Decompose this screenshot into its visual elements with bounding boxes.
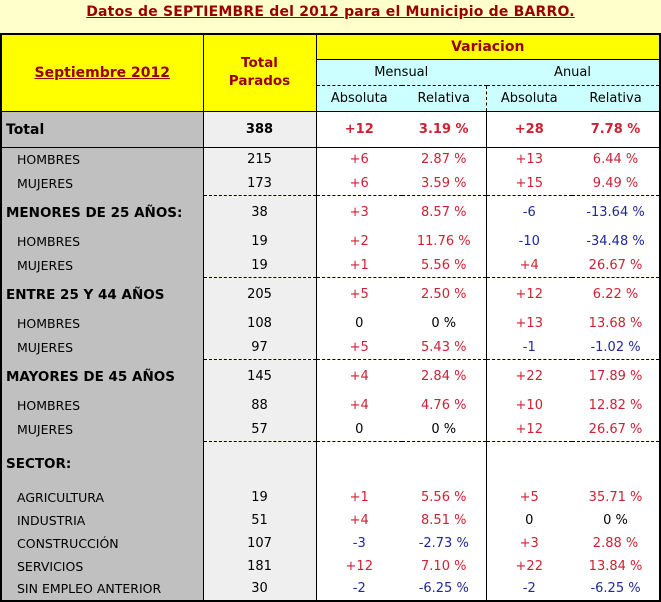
mensual-absoluta-cell: +6 — [316, 148, 402, 172]
anual-absoluta-cell: -1 — [486, 336, 572, 360]
table-row — [1, 509, 660, 532]
period-header[interactable]: Septiembre 2012 — [1, 34, 203, 112]
anual-relativa-cell: 2.88 % — [572, 532, 660, 555]
total-parados-cell: 205 — [203, 278, 316, 312]
total-parados-cell: 388 — [203, 112, 316, 148]
row-label: SECTOR: — [1, 442, 203, 486]
row-label: MUJERES — [1, 172, 203, 196]
anual-absoluta-cell: -6 — [486, 196, 572, 230]
anual-relativa-cell: 17.89 % — [572, 360, 660, 394]
unemployment-report-table — [0, 33, 661, 602]
mensual-relativa-cell: 4.76 % — [402, 394, 486, 418]
mensual-absoluta-cell: -2 — [316, 578, 402, 601]
table-row — [1, 578, 660, 601]
mensual-relativa-cell: 2.87 % — [402, 148, 486, 172]
anual-relativa-cell: 12.82 % — [572, 394, 660, 418]
total-parados-cell — [203, 442, 316, 486]
anual-relativa-cell: 7.78 % — [572, 112, 660, 148]
mensual-absoluta-cell: -3 — [316, 532, 402, 555]
anual-relativa-cell: 13.84 % — [572, 555, 660, 578]
total-parados-cell: 38 — [203, 196, 316, 230]
total-parados-header — [203, 34, 316, 112]
total-parados-cell: 57 — [203, 418, 316, 442]
total-parados-cell: 51 — [203, 509, 316, 532]
anual-absoluta-cell: +10 — [486, 394, 572, 418]
mensual-relativa-cell: 8.51 % — [402, 509, 486, 532]
mensual-relativa-cell: 5.43 % — [402, 336, 486, 360]
table-row — [1, 230, 660, 254]
mensual-absoluta-cell: +1 — [316, 486, 402, 509]
mensual-header: Mensual — [316, 60, 486, 86]
anual-absoluta-header: Absoluta — [486, 86, 572, 112]
row-label: HOMBRES — [1, 312, 203, 336]
anual-relativa-cell — [572, 442, 660, 486]
total-parados-line2: Parados — [228, 73, 291, 89]
total-parados-cell: 181 — [203, 555, 316, 578]
table-row — [1, 486, 660, 509]
row-label: AGRICULTURA — [1, 486, 203, 509]
mensual-relativa-header: Relativa — [402, 86, 486, 112]
table-row — [1, 555, 660, 578]
mensual-absoluta-cell: +5 — [316, 278, 402, 312]
row-label: Total — [1, 112, 203, 148]
anual-relativa-cell: 6.44 % — [572, 148, 660, 172]
anual-relativa-cell: 35.71 % — [572, 486, 660, 509]
anual-absoluta-cell: +22 — [486, 360, 572, 394]
mensual-absoluta-cell: +4 — [316, 360, 402, 394]
mensual-relativa-cell: 8.57 % — [402, 196, 486, 230]
mensual-relativa-cell: -6.25 % — [402, 578, 486, 601]
row-label: MAYORES DE 45 AÑOS — [1, 360, 203, 394]
anual-relativa-cell: 26.67 % — [572, 254, 660, 278]
row-label: HOMBRES — [1, 394, 203, 418]
mensual-relativa-cell: 2.50 % — [402, 278, 486, 312]
row-label: MUJERES — [1, 336, 203, 360]
mensual-absoluta-cell: +12 — [316, 112, 402, 148]
mensual-absoluta-cell: +3 — [316, 196, 402, 230]
mensual-relativa-cell: 7.10 % — [402, 555, 486, 578]
mensual-relativa-cell: 2.84 % — [402, 360, 486, 394]
row-label: ENTRE 25 Y 44 AÑOS — [1, 278, 203, 312]
table-row — [1, 254, 660, 278]
anual-absoluta-cell — [486, 442, 572, 486]
table-row — [1, 418, 660, 442]
mensual-absoluta-cell: +1 — [316, 254, 402, 278]
mensual-absoluta-cell — [316, 442, 402, 486]
total-parados-cell: 108 — [203, 312, 316, 336]
anual-relativa-cell: 9.49 % — [572, 172, 660, 196]
anual-absoluta-cell: +13 — [486, 312, 572, 336]
anual-relativa-cell: 26.67 % — [572, 418, 660, 442]
total-parados-cell: 19 — [203, 254, 316, 278]
mensual-relativa-cell: 5.56 % — [402, 254, 486, 278]
row-label: INDUSTRIA — [1, 509, 203, 532]
anual-absoluta-cell: +12 — [486, 278, 572, 312]
anual-relativa-cell: 0 % — [572, 509, 660, 532]
anual-absoluta-cell: 0 — [486, 509, 572, 532]
page-title[interactable]: Datos de SEPTIEMBRE del 2012 para el Municipio de BARRO. — [86, 4, 575, 20]
anual-absoluta-cell: +3 — [486, 532, 572, 555]
anual-absoluta-cell: +13 — [486, 148, 572, 172]
mensual-absoluta-cell: 0 — [316, 312, 402, 336]
anual-header: Anual — [486, 60, 660, 86]
anual-relativa-header: Relativa — [572, 86, 660, 112]
row-label: MENORES DE 25 AÑOS: — [1, 196, 203, 230]
total-parados-cell: 173 — [203, 172, 316, 196]
mensual-absoluta-cell: +5 — [316, 336, 402, 360]
anual-absoluta-cell: +12 — [486, 418, 572, 442]
anual-relativa-cell: -1.02 % — [572, 336, 660, 360]
mensual-relativa-cell: -2.73 % — [402, 532, 486, 555]
anual-absoluta-cell: -10 — [486, 230, 572, 254]
anual-absoluta-cell: +28 — [486, 112, 572, 148]
row-label: HOMBRES — [1, 230, 203, 254]
row-label: HOMBRES — [1, 148, 203, 172]
total-parados-line1: Total — [241, 55, 278, 72]
anual-absoluta-cell: +15 — [486, 172, 572, 196]
mensual-absoluta-cell: +4 — [316, 509, 402, 532]
table-row — [1, 336, 660, 360]
variacion-header: Variacion — [316, 34, 660, 60]
total-parados-cell: 215 — [203, 148, 316, 172]
anual-relativa-cell: -6.25 % — [572, 578, 660, 601]
anual-absoluta-cell: +5 — [486, 486, 572, 509]
anual-absoluta-cell: +4 — [486, 254, 572, 278]
row-label: SERVICIOS — [1, 555, 203, 578]
mensual-absoluta-cell: +2 — [316, 230, 402, 254]
anual-relativa-cell: -13.64 % — [572, 196, 660, 230]
anual-relativa-cell: -34.48 % — [572, 230, 660, 254]
total-parados-cell: 88 — [203, 394, 316, 418]
mensual-absoluta-cell: +4 — [316, 394, 402, 418]
mensual-relativa-cell: 5.56 % — [402, 486, 486, 509]
table-body — [1, 112, 660, 601]
row-label: MUJERES — [1, 254, 203, 278]
row-label: CONSTRUCCIÓN — [1, 532, 203, 555]
mensual-relativa-cell — [402, 442, 486, 486]
mensual-relativa-cell: 0 % — [402, 418, 486, 442]
table-row — [1, 532, 660, 555]
mensual-absoluta-cell: +12 — [316, 555, 402, 578]
mensual-absoluta-cell: +6 — [316, 172, 402, 196]
total-parados-cell: 19 — [203, 230, 316, 254]
anual-relativa-cell: 6.22 % — [572, 278, 660, 312]
anual-absoluta-cell: -2 — [486, 578, 572, 601]
table-row — [1, 360, 660, 394]
total-parados-cell: 145 — [203, 360, 316, 394]
mensual-absoluta-header: Absoluta — [316, 86, 402, 112]
table-row — [1, 312, 660, 336]
table-row — [1, 278, 660, 312]
mensual-relativa-cell: 3.19 % — [402, 112, 486, 148]
mensual-relativa-cell: 0 % — [402, 312, 486, 336]
mensual-relativa-cell: 3.59 % — [402, 172, 486, 196]
anual-absoluta-cell: +22 — [486, 555, 572, 578]
total-parados-cell: 30 — [203, 578, 316, 601]
mensual-relativa-cell: 11.76 % — [402, 230, 486, 254]
table-row — [1, 148, 660, 172]
total-parados-cell: 19 — [203, 486, 316, 509]
table-row — [1, 442, 660, 486]
table-row — [1, 196, 660, 230]
total-parados-cell: 97 — [203, 336, 316, 360]
total-parados-cell: 107 — [203, 532, 316, 555]
row-label: MUJERES — [1, 418, 203, 442]
anual-relativa-cell: 13.68 % — [572, 312, 660, 336]
table-row — [1, 112, 660, 148]
table-row — [1, 172, 660, 196]
mensual-absoluta-cell: 0 — [316, 418, 402, 442]
row-label: SIN EMPLEO ANTERIOR — [1, 578, 203, 601]
table-row — [1, 394, 660, 418]
